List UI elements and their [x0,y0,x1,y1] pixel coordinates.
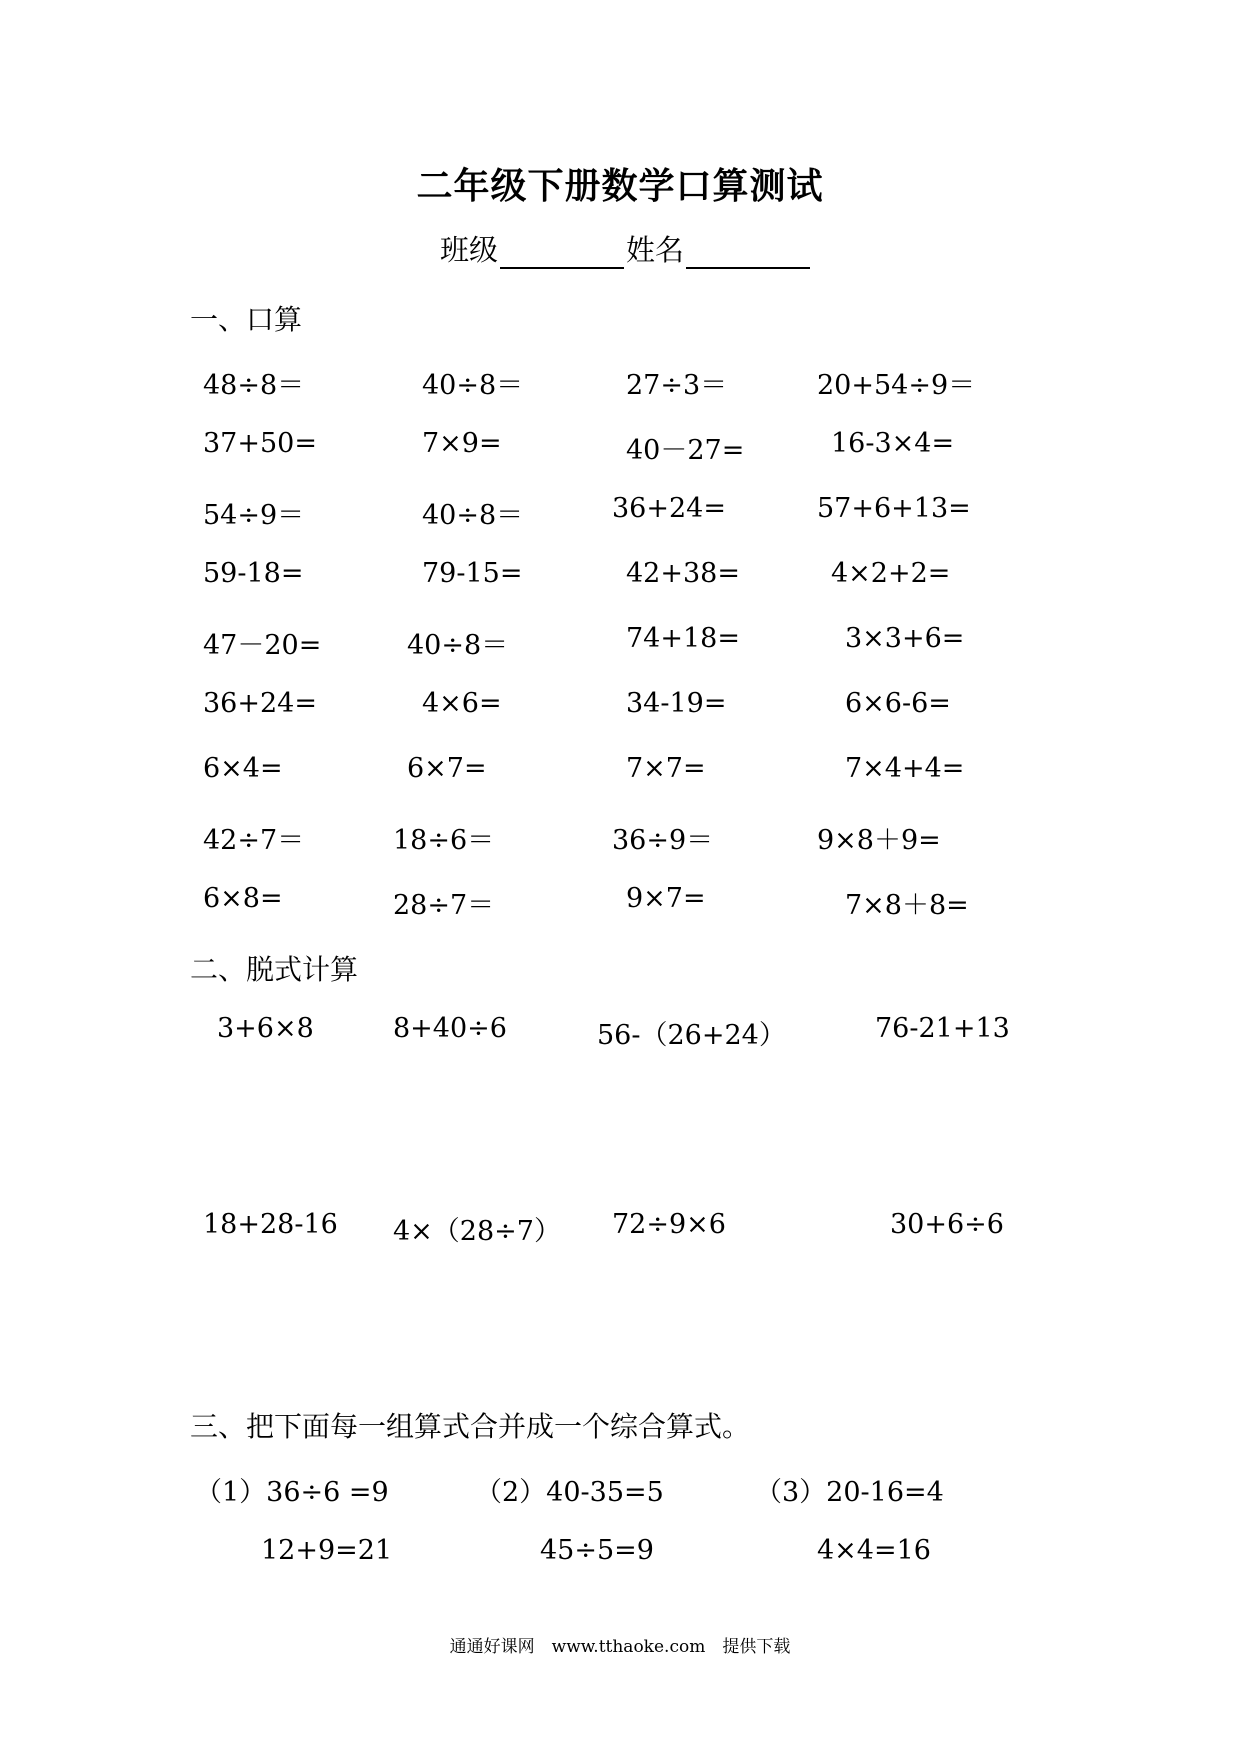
group-line: 45÷5=9 [540,1535,654,1566]
problem: 79-15= [422,558,523,589]
problem: 59-18= [203,558,304,589]
problem: 37+50= [203,428,317,459]
problem: 57+6+13= [817,493,971,524]
expression: 3+6×8 [217,1013,314,1044]
problem: 36÷9＝ [612,825,714,856]
problem: 42÷7＝ [203,825,305,856]
expression: 72÷9×6 [612,1209,726,1240]
problem: 27÷3＝ [626,370,728,401]
problem: 6×4= [203,753,283,784]
problem: 9×8＋9= [817,825,941,856]
name-blank[interactable] [686,237,810,269]
problem: 48÷8＝ [203,370,305,401]
problem: 28÷7＝ [393,890,495,921]
problem: 16-3×4= [831,428,955,459]
problem: 18÷6＝ [393,825,495,856]
problem: 40÷8＝ [422,500,524,531]
group-line: 12+9=21 [261,1535,393,1566]
problem: 4×6= [422,688,502,719]
problem: 7×7= [626,753,706,784]
expression: 4×（28÷7） [393,1216,561,1247]
group-line: 4×4=16 [817,1535,931,1566]
expression: 56-（26+24） [597,1020,786,1051]
problem: 9×7= [626,883,706,914]
student-info [440,228,812,269]
problem: 74+18= [626,623,740,654]
page-title: 二年级下册数学口算测试 [416,165,824,207]
problem: 3×3+6= [845,623,965,654]
problem: 40－27= [626,435,745,466]
problem: 4×2+2= [831,558,951,589]
class-label: 班级 [440,233,499,267]
section2-heading: 二、脱式计算 [190,953,359,986]
problem: 7×8＋8= [845,890,969,921]
problem: 6×8= [203,883,283,914]
group-line: （2）40-35=5 [475,1477,664,1508]
problem: 36+24= [612,493,726,524]
footer-credit: 通通好课网 www.tthaoke.com 提供下载 [449,1637,791,1657]
problem: 34-19= [626,688,727,719]
expression: 76-21+13 [875,1013,1010,1044]
section1-heading: 一、口算 [190,303,303,336]
problem: 7×4+4= [845,753,965,784]
problem: 20+54÷9＝ [817,370,976,401]
problem: 54÷9＝ [203,500,305,531]
group-line: （3）20-16=4 [755,1477,944,1508]
problem: 6×6-6= [845,688,951,719]
name-label: 姓名 [626,233,685,267]
problem: 40÷8＝ [422,370,524,401]
problem: 36+24= [203,688,317,719]
expression: 30+6÷6 [890,1209,1004,1240]
problem: 42+38= [626,558,740,589]
expression: 8+40÷6 [393,1013,507,1044]
problem: 6×7= [407,753,487,784]
group-line: （1）36÷6 =9 [195,1477,389,1508]
expression: 18+28-16 [203,1209,338,1240]
section3-heading: 三、把下面每一组算式合并成一个综合算式。 [190,1410,751,1443]
problem: 40÷8＝ [407,630,509,661]
problem: 47－20= [203,630,322,661]
class-blank[interactable] [500,237,624,269]
problem: 7×9= [422,428,502,459]
